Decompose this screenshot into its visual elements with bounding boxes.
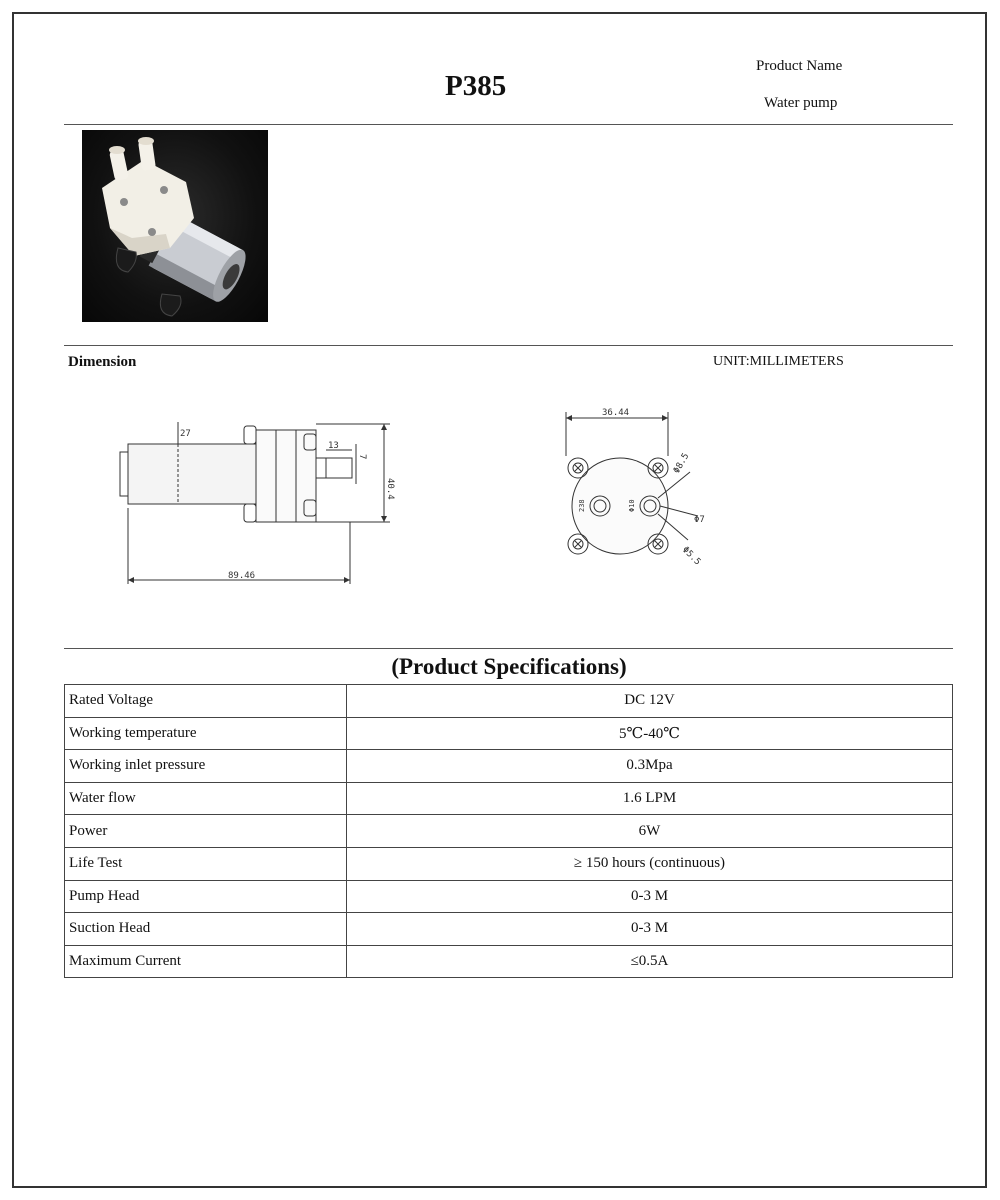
table-row [65,913,953,946]
table-row [65,685,953,718]
table-row [65,782,953,815]
spec-divider [64,648,953,649]
table-row [65,847,953,880]
spec-title: (Product Specifications) [391,654,627,679]
shaft-dim-label: 13 [328,441,339,451]
spec-table [64,684,953,978]
table-row [65,717,953,750]
front-view-drawing [550,402,730,582]
spec-value: ≤0.5A [347,945,953,978]
body-dim-label: 27 [180,429,191,439]
spec-label: Rated Voltage [65,685,347,718]
spec-value: 5℃-40℃ [347,717,953,750]
spec-value: DC 12V [347,685,953,718]
spec-label: Water flow [65,782,347,815]
spec-value: 0.3Mpa [347,750,953,783]
pump-illustration [82,130,268,322]
height-dim-label: 40.4 [385,478,395,500]
spec-value: ≥ 150 hours (continuous) [347,847,953,880]
side-view-drawing [100,408,410,594]
outlet-dia-label: Φ8.5 [671,451,692,476]
spec-label: Maximum Current [65,945,347,978]
header-divider [64,124,953,125]
model-number: P385 [445,70,507,102]
spec-value: 0-3 M [347,880,953,913]
unit-label: UNIT:MILLIMETERS [713,354,844,369]
length-dim-label: 89.46 [228,571,256,581]
port-dia-label: Φ10 [628,499,636,512]
table-row [65,750,953,783]
inner-dim-label: 7 [357,454,367,460]
spec-label: Power [65,815,347,848]
dimension-title: Dimension [68,354,137,370]
table-row [65,880,953,913]
spec-label: Suction Head [65,913,347,946]
spec-label: Life Test [65,847,347,880]
spec-value: 6W [347,815,953,848]
small-dia-label: Φ5.5 [679,545,703,568]
spec-value: 0-3 M [347,913,953,946]
spec-label: Working temperature [65,717,347,750]
photo-divider [64,345,953,346]
product-name-value: Water pump [764,95,838,111]
spec-label: Pump Head [65,880,347,913]
product-name-label: Product Name [756,58,843,74]
table-row [65,945,953,978]
front-width-label: 36.44 [602,408,630,418]
part-code-label: 238 [578,499,586,512]
spec-value: 1.6 LPM [347,782,953,815]
spec-label: Working inlet pressure [65,750,347,783]
table-row [65,815,953,848]
inner-dia-label: Φ7 [694,515,705,525]
product-photo [82,130,268,322]
